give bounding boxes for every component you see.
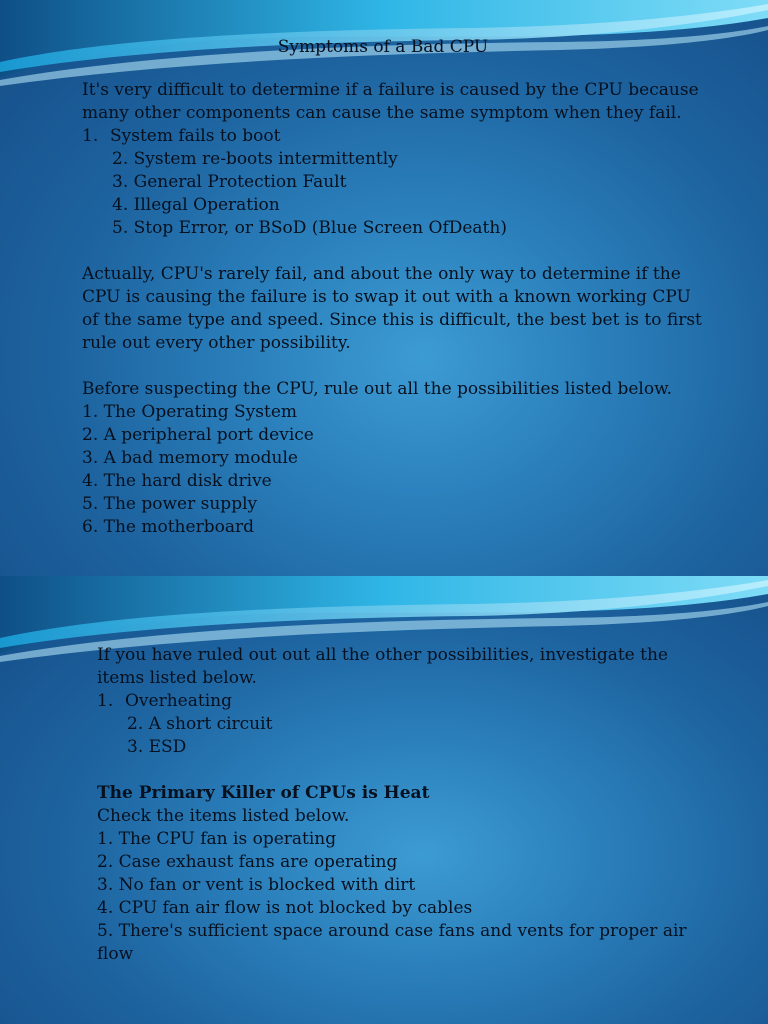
intro-paragraph: It's very difficult to determine if a failure is caused by the CPU because many other components can cause the same symptom when they fail. [82, 80, 699, 123]
symptom-text: System fails to boot [110, 126, 281, 146]
heat-heading: The Primary Killer of CPUs is Heat [97, 783, 430, 803]
slide-1-content [82, 37, 702, 539]
check-item: 2. Case exhaust fans are operating [97, 852, 398, 872]
symptom-item: 2. System re-boots intermittently [112, 149, 398, 169]
symptom-item: 3. General Protection Fault [112, 172, 347, 192]
symptom-item: 4. Illegal Operation [112, 195, 280, 215]
slide-2 [0, 576, 768, 1024]
rule-out-intro: Before suspecting the CPU, rule out all the possibilities listed below. [82, 379, 673, 399]
slide-2-content [97, 644, 697, 966]
slide-title: Symptoms of a Bad CPU [277, 37, 489, 57]
rule-out-item: 4. The hard disk drive [82, 471, 272, 491]
check-item: 4. CPU fan air flow is not blocked by cables [97, 898, 473, 918]
investigate-number: 1. [97, 691, 114, 711]
cpu-rarely-fail-paragraph: Actually, CPU's rarely fail, and about the only way to determine if the CPU is causing the failure is to swap it out with a known working CPU of the same type and speed. Since this is difficult, the best bet is to first rule out every other possibility. [82, 264, 702, 353]
symptom-item: 5. Stop Error, or BSoD (Blue Screen OfDeath) [112, 218, 507, 238]
symptom-item [82, 125, 702, 148]
investigate-text: Overheating [125, 691, 232, 711]
investigate-intro: If you have ruled out out all the other possibilities, investigate the items listed below. [97, 645, 668, 688]
rule-out-item: 1. The Operating System [82, 402, 298, 422]
check-item: 5. There's sufficient space around case fans and vents for proper air flow [97, 921, 687, 964]
rule-out-item: 3. A bad memory module [82, 448, 298, 468]
investigate-item: 2. A short circuit [127, 714, 273, 734]
check-item: 1. The CPU fan is operating [97, 829, 337, 849]
rule-out-item: 2. A peripheral port device [82, 425, 314, 445]
investigate-item [97, 690, 697, 713]
rule-out-item: 5. The power supply [82, 494, 258, 514]
rule-out-item: 6. The motherboard [82, 517, 254, 537]
investigate-item: 3. ESD [127, 737, 187, 757]
check-item: 3. No fan or vent is blocked with dirt [97, 875, 416, 895]
symptom-number: 1. [82, 126, 99, 146]
check-intro: Check the items listed below. [97, 806, 350, 826]
